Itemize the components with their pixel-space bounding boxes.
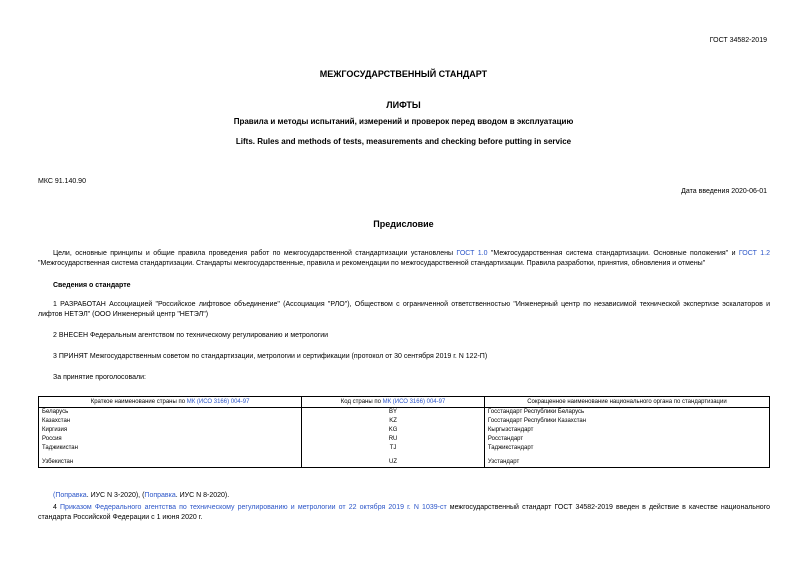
item-introduced: 2 ВНЕСЕН Федеральным агентством по техническому регулированию и метрологии [53,332,329,339]
header-body: Сокращенное наименование национального органа по стандартизации [484,397,769,408]
voting-states-table [38,396,770,468]
table-header-row [39,397,770,408]
table-row [39,453,770,468]
header-country-text: Краткое наименование страны по [90,398,187,405]
foreword-heading: Предисловие [373,219,434,229]
amendment-link-1[interactable]: Поправка [55,492,87,499]
amendments-line [38,491,770,501]
gost-1-0-link[interactable]: ГОСТ 1.0 [456,250,488,257]
foreword-text-3: "Межгосударственная система стандартизации. Стандарты межгосударственные, правила и рекомендации по межгосударственной стандартизации. Правила разработки, принятия, обновления и отмены" [38,260,706,267]
header-code-text: Код страны по [340,398,383,405]
item-enacted [38,503,770,523]
amendment-link-2[interactable]: Поправка [144,492,176,499]
table-row [39,435,770,444]
standards-body: Кыргызстандарт [484,426,769,435]
country-code: TJ [302,444,485,453]
standards-body: Госстандарт Республики Беларусь [484,408,769,418]
subtitle-english: Lifts. Rules and methods of tests, measurements and checking before putting in service [235,137,572,146]
country-name: Киргизия [39,426,302,435]
subtitle-russian: Правила и методы испытаний, измерений и проверок перед вводом в эксплуатацию [233,117,574,126]
country-code: KZ [302,417,485,426]
country-name: Узбекистан [39,453,302,468]
country-code: RU [302,435,485,444]
order-link[interactable]: Приказом Федерального агентства по техническому регулированию и метрологии от 22 октября 2019 г. N 1039-ст [60,504,447,511]
country-name: Казахстан [39,417,302,426]
gost-1-2-link[interactable]: ГОСТ 1.2 [738,250,770,257]
voted-label: За принятие проголосовали: [53,374,146,381]
document-title: ЛИФТЫ [386,100,421,110]
foreword-text-2: "Межгосударственная система стандартизации. Основные положения" и [487,250,739,257]
standards-body: Росстандарт [484,435,769,444]
item-4-number: 4 [53,504,61,511]
item-4-text: межгосударственный стандарт ГОСТ 34582-2019 введен в действие в качестве национального стандарта Российской Федерации с 1 июня 2020 г. [38,504,770,521]
introduction-date: Дата введения 2020-06-01 [681,188,767,195]
item-adopted: 3 ПРИНЯТ Межгосударственным советом по стандартизации, метрологии и сертификации (протокол от 30 сентября 2019 г. N 122-П) [53,353,488,360]
header-code [302,397,485,408]
country-name: Беларусь [39,408,302,418]
header-country [39,397,302,408]
standards-body: Узстандарт [484,453,769,468]
mk-iso-3166-link[interactable]: МК (ИСО 3166) 004-97 [382,398,446,405]
table-row [39,444,770,453]
mks-code: МКС 91.140.90 [38,178,86,185]
foreword-text-1: Цели, основные принципы и общие правила проведения работ по межгосударственной стандартизации установлены [53,250,457,257]
table-row [39,408,770,418]
mk-iso-3166-link[interactable]: МК (ИСО 3166) 004-97 [186,398,250,405]
table-row [39,426,770,435]
standard-type-heading: МЕЖГОСУДАРСТВЕННЫЙ СТАНДАРТ [319,69,488,79]
standards-body: Таджикстандарт [484,444,769,453]
amendment-text-1: . ИУС N 3-2020), ( [86,492,145,499]
country-name: Россия [39,435,302,444]
foreword-paragraph [38,249,770,269]
document-code: ГОСТ 34582-2019 [709,37,767,44]
standard-info-heading: Сведения о стандарте [53,282,131,289]
table-row [39,417,770,426]
country-code: UZ [302,453,485,468]
amendment-text-2: . ИУС N 8-2020). [175,492,230,499]
country-code: KG [302,426,485,435]
country-code: BY [302,408,485,418]
standards-body: Госстандарт Республики Казахстан [484,417,769,426]
country-name: Таджикистан [39,444,302,453]
item-developed: 1 РАЗРАБОТАН Ассоциацией "Российское лифтовое объединение" (Ассоциация "РЛО"), Обществом с ограниченной ответственностью "Инженерный центр по независимой технической экспертизе эскалаторов и лифтов НЕТЭЛ" (ООО Инженерный центр "НЕТЭЛ") [38,301,770,318]
amend-open: ( [53,492,56,499]
